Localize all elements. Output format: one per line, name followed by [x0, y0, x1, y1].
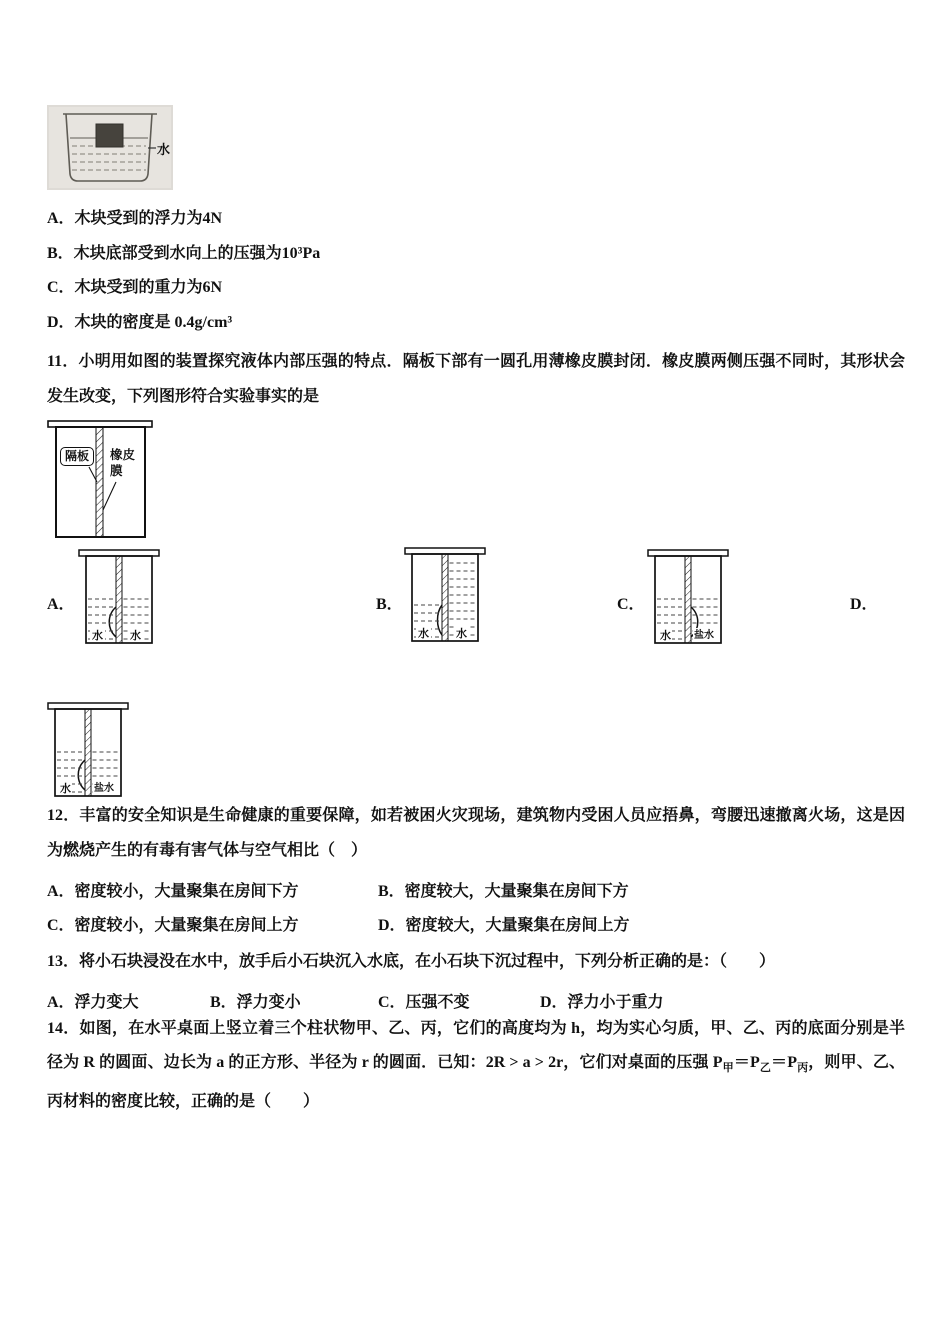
q12-option-c: C．密度较小，大量聚集在房间上方 [47, 917, 299, 934]
q13-block [47, 944, 905, 1013]
q11-option-a-label: A． [47, 596, 75, 613]
q11-option-b-label: B． [376, 596, 403, 613]
partition-label: 隔板 [60, 447, 94, 466]
left-liquid-label: 水 [60, 783, 71, 795]
left-liquid-label: 水 [92, 630, 103, 642]
q10-beaker-photo [47, 105, 173, 190]
membrane-bulge-left [109, 607, 116, 637]
wood-block [96, 124, 123, 147]
q13-option-c: C．压强不变 [378, 994, 470, 1011]
q11-option-c-figure [647, 549, 731, 651]
membrane-bulge-left [78, 760, 85, 790]
right-liquid-label: 盐水 [94, 783, 114, 794]
apparatus-drawing [47, 420, 159, 540]
q11-option-a-figure [78, 549, 162, 651]
beaker-photo-drawing [47, 105, 173, 190]
q13-option-d: D．浮力小于重力 [540, 994, 664, 1011]
right-liquid-label: 水 [456, 628, 467, 640]
water-label: 水 [157, 142, 171, 157]
q13-option-a: A．浮力变大 [47, 994, 139, 1011]
left-liquid-label: 水 [660, 630, 671, 642]
q11-option-b-figure [404, 547, 488, 649]
membrane-bulge-left [438, 605, 443, 635]
q13-options-row [47, 993, 905, 1013]
q12-text: 12．丰富的安全知识是生命健康的重要保障，如若被困火灾现场，建筑物内受困人员应捂鼻，弯腰迅速撤离火场，这是因为燃烧产生的有毒有害气体与空气相比（ ） [47, 807, 905, 859]
q12-option-b: B．密度较大，大量聚集在房间下方 [378, 883, 629, 900]
q11-option-d-figure [47, 702, 131, 804]
q14-text: 14．如图，在水平桌面上竖立着三个柱状物甲、乙、丙，它们的高度均为 h，均为实心匀质，甲、乙、丙的底面分别是半径为 R 的圆面、边长为 a 的正方形、半径为 r 的圆面．已知：2R > a > 2r，它们对桌面的压强 $P_甲=P_乙=P_丙$，则甲、乙、丙材料的密度比较，正确的是（ ） [47, 1020, 905, 1111]
q10-option-b: B．木块底部受到水向上的压强为10³Pa [47, 244, 321, 262]
membrane-label: 橡皮膜 [110, 448, 136, 478]
q13-text: 13．将小石块浸没在水中，放手后小石块沉入水底，在小石块下沉过程中，下列分析正确的是：（ ） [47, 953, 776, 970]
q10-options [47, 202, 320, 340]
q11-option-d-label: D． [850, 596, 878, 613]
q10-option-c: C．木块受到的重力为6N [47, 279, 223, 296]
q11-text: 11．小明用如图的装置探究液体内部压强的特点．隔板下部有一圆孔用薄橡皮膜封闭．橡皮膜两侧压强不同时，其形状会发生改变，下列图形符合实验事实的是 [47, 353, 905, 405]
q10-option-d: D．木块的密度是 0.4g/cm³ [47, 313, 233, 331]
q12-options-row2 [47, 916, 905, 936]
q13-option-b: B．浮力变小 [210, 994, 301, 1011]
q12-options-row1 [47, 882, 905, 902]
left-liquid-label: 水 [418, 628, 429, 640]
right-liquid-label: 盐水 [694, 630, 714, 641]
right-liquid-label: 水 [130, 630, 141, 642]
q12-option-a: A．密度较小，大量聚集在房间下方 [47, 883, 299, 900]
q12-option-d: D．密度较大，大量聚集在房间上方 [378, 917, 630, 934]
q11-apparatus-figure [47, 420, 159, 540]
q10-option-a: A．木块受到的浮力为4N [47, 210, 223, 227]
q11-option-c-label: C． [617, 596, 645, 613]
q12-block [47, 798, 905, 936]
